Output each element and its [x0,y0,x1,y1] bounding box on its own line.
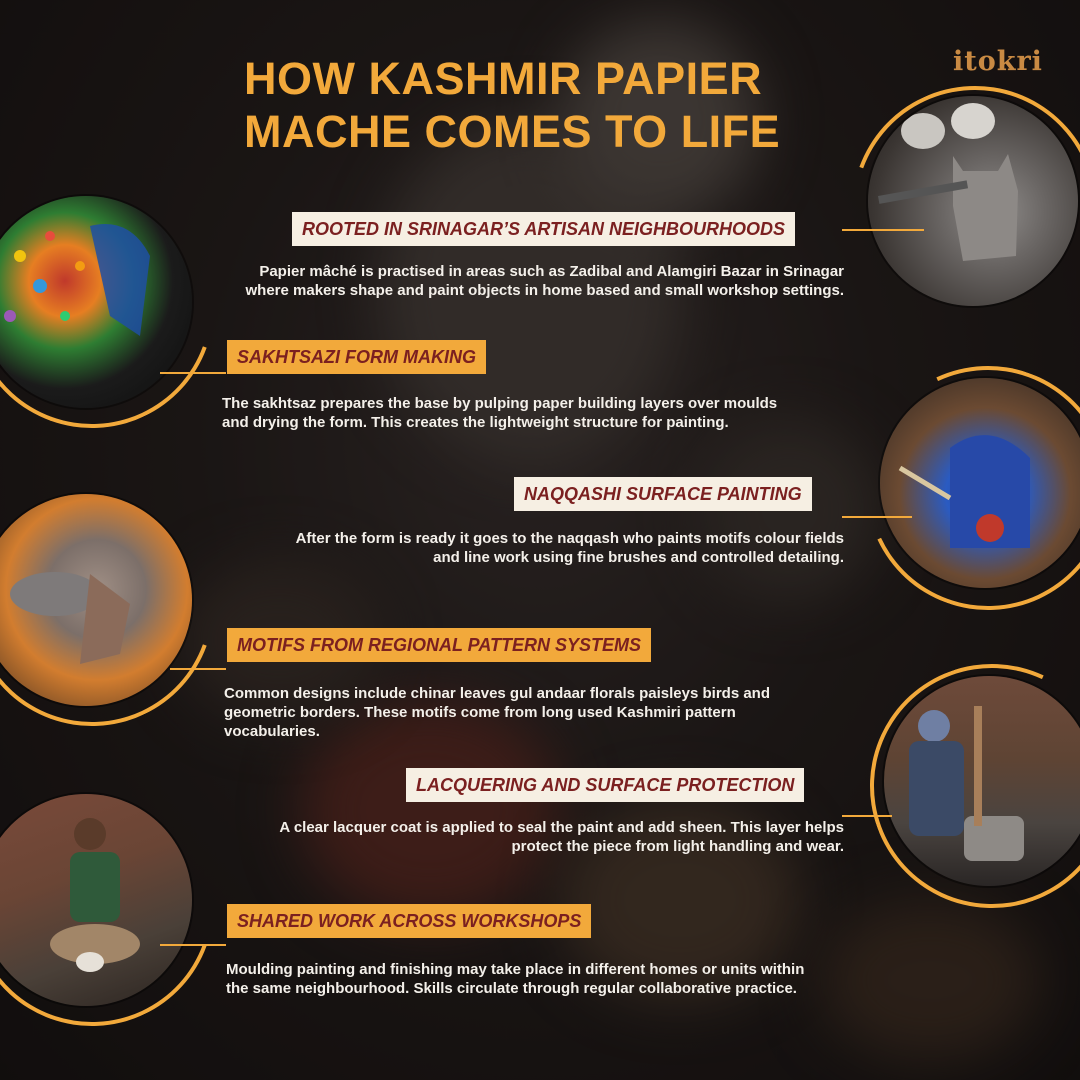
brush-icon [880,378,1080,588]
section-heading: SAKHTSAZI FORM MAKING [227,340,486,374]
connector-line [842,815,892,817]
section-body: Common designs include chinar leaves gul andaar florals paisleys birds and geometric borders. These motifs come from long used Kashmiri pattern vocabularies. [224,685,770,740]
brand-logo: itokri [953,46,1043,77]
section-heading: NAQQASHI SURFACE PAINTING [514,477,812,511]
section-heading: MOTIFS FROM REGIONAL PATTERN SYSTEMS [227,628,651,662]
connector-line [160,944,226,946]
artisan-figure-icon [884,676,1080,886]
section-body: After the form is ready it goes to the naqqash who paints motifs colour fields and line work using fine brushes and controlled detailing. [295,530,844,566]
section-body: The sakhtsaz prepares the base by pulping paper building layers over moulds and drying the form. This creates the lightweight structure for painting. [222,395,778,431]
section-body: Moulding painting and finishing may take place in different homes or units within the same neighbourhood. Skills circulate through regular collaborative practice. [226,961,805,997]
section-heading: ROOTED IN SRINAGAR’S ARTISAN NEIGHBOURHOODS [292,212,795,246]
connector-line [842,516,912,518]
artisan-grinding-photo [884,676,1080,886]
page-title: HOW KASHMIR PAPIER MACHE COMES TO LIFE [244,53,781,157]
section-heading: SHARED WORK ACROSS WORKSHOPS [227,904,591,938]
section-body: Papier mâché is practised in areas such as Zadibal and Alamgiri Bazar in Srinagar where makers shape and paint objects in home based and small workshop settings. [245,263,844,299]
connector-line [170,668,226,670]
section-body: A clear lacquer coat is applied to seal the paint and add sheen. This layer helps protect the piece from light handling and wear. [279,819,844,855]
owl-figure-icon [868,96,1078,306]
connector-line [842,229,924,231]
connector-line [160,372,226,374]
owl-carving-photo [868,96,1078,306]
section-heading: LACQUERING AND SURFACE PROTECTION [406,768,804,802]
vase-painting-photo [880,378,1080,588]
